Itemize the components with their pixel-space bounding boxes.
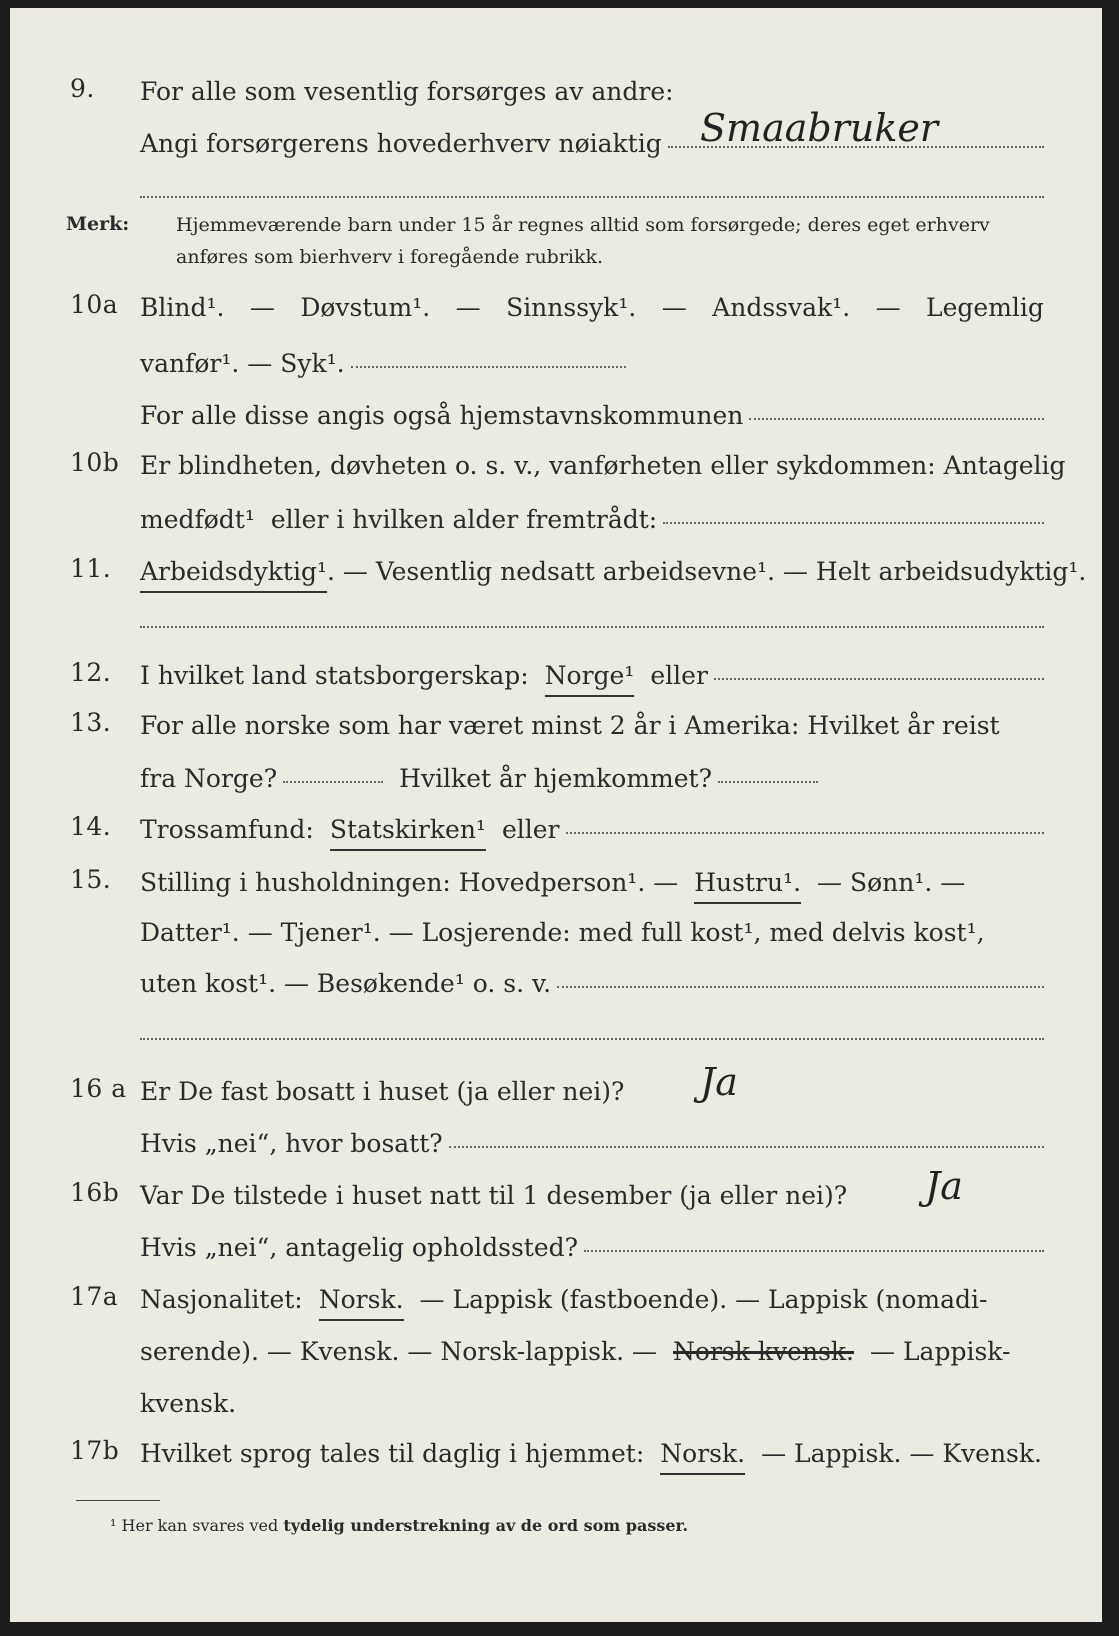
- q17a-number: 17a: [70, 1282, 119, 1311]
- q10b-line1-text: Er blindheten, døvheten o. s. v., vanførheten eller sykdommen: Antagelig: [140, 451, 1066, 480]
- q15-line1a: Stilling i husholdningen: Hovedperson¹. —: [140, 868, 679, 897]
- q10a-line3-text: For alle disse angis også hjemstavnskommunen: [140, 401, 744, 430]
- q13-line2b: Hvilket år hjemkommet?: [399, 764, 713, 793]
- q12-line1: [140, 658, 1044, 694]
- q10a-line1: [140, 290, 1044, 326]
- q17a-struck-norsk-kvensk: Norsk-kvensk.: [673, 1337, 854, 1366]
- q13-line2: [140, 761, 1044, 797]
- q11-opt-arbeidsdyktig: Arbeidsdyktig¹: [140, 554, 327, 593]
- q12-text: I hvilket land statsborgerskap:: [140, 661, 529, 690]
- q9-handwritten-answer: Smaabruker: [700, 106, 939, 150]
- q11-rest: . — Vesentlig nedsatt arbeidsevne¹. — Helt arbeidsudyktig¹.: [326, 557, 1087, 586]
- q16b-opholdssted-field[interactable]: [584, 1230, 1044, 1252]
- q12-opt-norge: Norge¹: [545, 658, 635, 697]
- q10a-kommune-field[interactable]: [749, 398, 1044, 420]
- census-form-page: [10, 8, 1102, 1622]
- q10a-opt-legemlig: Legemlig: [926, 293, 1044, 322]
- q16b-line2: [140, 1230, 1044, 1266]
- q15-stilling-field[interactable]: [557, 966, 1044, 988]
- q17a-line1b: — Lappisk (fastboende). — Lappisk (nomadi-: [419, 1285, 988, 1314]
- q14-trossamfund-field[interactable]: [566, 812, 1045, 834]
- q17a-line3: [140, 1386, 1044, 1422]
- q13-hjemkommet-field[interactable]: [718, 761, 818, 783]
- q15-line2-text: Datter¹. — Tjener¹. — Losjerende: med full kost¹, med delvis kost¹,: [140, 918, 985, 947]
- q12-land-field[interactable]: [714, 658, 1044, 680]
- footnote-text-b: tydelig understrekning av de ord som passer.: [283, 1516, 689, 1535]
- q13-line1: [140, 708, 1044, 744]
- q10a-line2-text: vanfør¹. — Syk¹.: [140, 349, 345, 378]
- q17b-line1: [140, 1436, 1044, 1472]
- q14-number: 14.: [70, 812, 112, 841]
- q17a-line2b: — Lappisk-: [870, 1337, 1011, 1366]
- q12-tail: eller: [650, 661, 708, 690]
- q16b-line2-text: Hvis „nei“, antagelig opholdssted?: [140, 1233, 579, 1262]
- footnote-mark: ¹: [110, 1516, 117, 1535]
- q17b-text: Hvilket sprog tales til daglig i hjemmet:: [140, 1439, 645, 1468]
- dash: —: [455, 293, 481, 322]
- q16a-line2-text: Hvis „nei“, hvor bosatt?: [140, 1129, 443, 1158]
- q12-number: 12.: [70, 658, 112, 687]
- q17a-line2a: serende). — Kvensk. — Norsk-lappisk. —: [140, 1337, 658, 1366]
- q17b-tail: — Lappisk. — Kvensk.: [761, 1439, 1042, 1468]
- q15-number: 15.: [70, 865, 112, 894]
- q9-line1-text: For alle som vesentlig forsørges av andre:: [140, 77, 674, 106]
- q15-extra-line: [140, 1038, 1044, 1040]
- q15-line1: [140, 865, 1044, 901]
- q17a-line1: [140, 1282, 1044, 1318]
- q10a-opt-blind: Blind¹.: [140, 293, 225, 322]
- q9-line1: [140, 74, 1044, 110]
- q16a-number: 16 a: [70, 1074, 127, 1103]
- q15-line3: [140, 966, 1044, 1002]
- q16a-line1: [140, 1074, 1044, 1110]
- q14-opt-statskirken: Statskirken¹: [330, 812, 486, 851]
- q15-opt-hustru: Hustru¹.: [694, 865, 801, 904]
- q10a-opt-dovstum: Døvstum¹.: [300, 293, 431, 322]
- q11-number: 11.: [70, 554, 112, 583]
- dash: —: [875, 293, 901, 322]
- q16b-number: 16b: [70, 1178, 120, 1207]
- dash: —: [249, 293, 275, 322]
- q17a-line1a: Nasjonalitet:: [140, 1285, 303, 1314]
- q10a-syk-field[interactable]: [351, 346, 626, 368]
- q10b-line2: [140, 502, 1044, 538]
- dash: —: [661, 293, 687, 322]
- q10a-opt-sinnssyk: Sinnssyk¹.: [506, 293, 637, 322]
- q15-line2: [140, 915, 1044, 951]
- q16a-line1-text: Er De fast bosatt i huset (ja eller nei)?: [140, 1077, 625, 1106]
- q11-line1: [140, 554, 1087, 590]
- q9-extra-line: [140, 196, 1044, 198]
- q16b-line1-text: Var De tilstede i huset natt til 1 desember (ja eller nei)?: [140, 1181, 848, 1210]
- q17a-line2: [140, 1334, 1044, 1370]
- q15-line1b: — Sønn¹. —: [817, 868, 966, 897]
- q16b-line1: [140, 1178, 1044, 1214]
- q17b-number: 17b: [70, 1436, 120, 1465]
- q10a-line2: [140, 346, 1044, 382]
- q16b-handwritten-answer: Ja: [925, 1164, 963, 1208]
- q10a-number: 10a: [70, 290, 119, 319]
- q17a-opt-norsk: Norsk.: [319, 1282, 404, 1321]
- q10b-opt-medfodt: medfødt¹: [140, 505, 255, 534]
- q13-number: 13.: [70, 708, 112, 737]
- q16a-line2: [140, 1126, 1044, 1162]
- q14-tail: eller: [501, 815, 560, 844]
- q16a-bosatt-field[interactable]: [449, 1126, 1044, 1148]
- q13-line1-text: For alle norske som har været minst 2 år i Amerika: Hvilket år reist: [140, 711, 1000, 740]
- q10b-line2-text: eller i hvilken alder fremtrådt:: [270, 505, 658, 534]
- q9-number: 9.: [70, 74, 95, 103]
- q10a-line3: [140, 398, 1044, 434]
- q14-text: Trossamfund:: [140, 815, 314, 844]
- q10b-alder-field[interactable]: [663, 502, 1044, 524]
- q10b-line1: [140, 448, 1066, 484]
- footnote-rule: [76, 1500, 160, 1501]
- q16a-handwritten-answer: Ja: [700, 1060, 738, 1104]
- q17b-opt-norsk: Norsk.: [660, 1436, 745, 1475]
- q13-line2a: fra Norge?: [140, 764, 278, 793]
- q9-line2-text: Angi forsørgerens hovederhverv nøiaktig: [140, 129, 662, 158]
- q10a-opt-andssvak: Andssvak¹.: [712, 293, 851, 322]
- q17a-line3-text: kvensk.: [140, 1389, 237, 1418]
- q13-reist-field[interactable]: [283, 761, 383, 783]
- q11-extra-line: [140, 626, 1044, 628]
- merk-text: Hjemmeværende barn under 15 år regnes alltid som forsørgede; deres eget erhverv anføres som bierhverv i foregående rubrikk.: [176, 214, 990, 268]
- footnote: [110, 1516, 688, 1535]
- footnote-text-a: Her kan svares ved: [121, 1516, 279, 1535]
- q10b-number: 10b: [70, 448, 120, 477]
- merk-label: Merk:: [66, 213, 130, 235]
- q14-line1: [140, 812, 1044, 848]
- q15-line3-text: uten kost¹. — Besøkende¹ o. s. v.: [140, 969, 552, 998]
